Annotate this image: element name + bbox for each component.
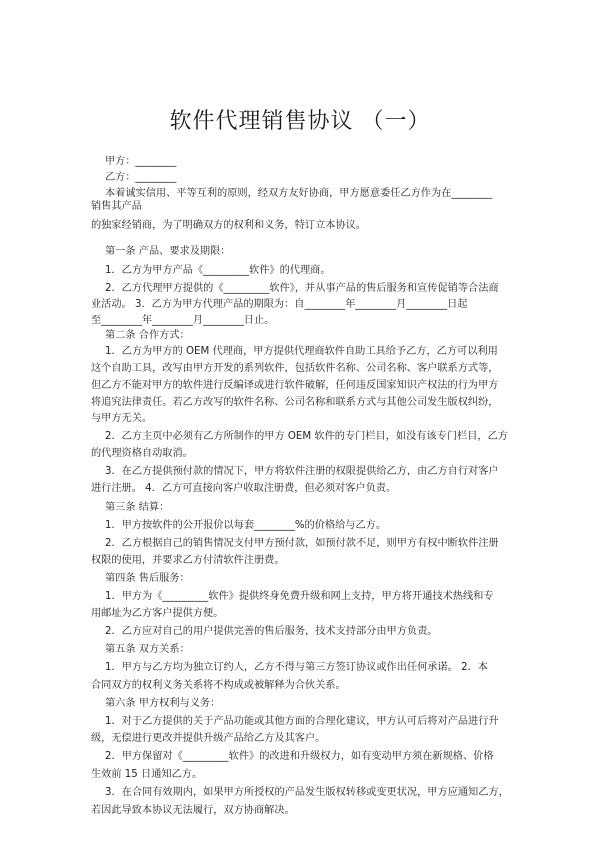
section-heading-5: 第五条 双方关系： xyxy=(105,644,190,655)
section-heading-3: 第三条 结算： xyxy=(105,502,170,513)
paragraph-line: 用邮址为乙方客户提供方便。 xyxy=(91,608,224,619)
paragraph-line: 生效前 15 日通知乙方。 xyxy=(91,769,203,780)
intro-line-3: 的独家经销商，为了明确双方的权利和义务，特订立本协议。 xyxy=(91,220,367,231)
intro-line-1: 本着诚实信用、平等互利的原则，经双方友好协商，甲方愿意委任乙方作为在________ xyxy=(105,188,493,199)
paragraph-line: 2．甲方保留对《_________软件》的改进和升级权力，如有变动甲方须在新规格、价格 xyxy=(105,751,494,762)
section-heading-2: 第二条 合作方式： xyxy=(105,330,190,341)
paragraph-line: 1．甲方按软件的公开报价以每套________%的价格给与乙方。 xyxy=(105,520,387,531)
paragraph-line: 与甲方无关。 xyxy=(91,413,153,424)
party-a-line: 甲方：________ xyxy=(105,156,177,167)
paragraph-line: 这个自助工具，改写由甲方开发的系列软件，包括软件名称、公司名称、客户联系方式等， xyxy=(91,363,499,374)
section-heading-6: 第六条 甲方权利与义务： xyxy=(105,698,221,709)
paragraph-line: 至________年________月________日止。 xyxy=(91,315,275,326)
paragraph-line: 1．甲方为《_________软件》提供终身免费升级和网上支持，甲方将开通技术热线和专 xyxy=(105,591,494,602)
paragraph-line: 权限的使用，并要求乙方付清软件注册费。 xyxy=(91,555,285,566)
paragraph-line: 1．对于乙方提供的关于产品功能或其他方面的合理化建议，甲方认可后将对产品进行升 xyxy=(105,716,499,727)
paragraph-line: 合同双方的权利义务关系将不构成或被解释为合伙关系。 xyxy=(91,680,346,691)
paragraph-line: 1．乙方为甲方的 OEM 代理商，甲方提供代理商软件自助工具给予乙方，乙方可以利用 xyxy=(105,346,498,357)
paragraph-line: 将追究法律责任。若乙方改写的软件名称、公司名称和联系方式与其他公司发生版权纠纷， xyxy=(91,397,499,408)
section-heading-1: 第一条 产品、要求及期限： xyxy=(105,246,231,257)
paragraph-line: 2．乙方代理甲方提供的《_________软件》，并从事产品的售后服务和宣传促销等合法商 xyxy=(105,283,499,294)
paragraph-line: 业活动。 3．乙方为甲方代理产品的期限为：自________年________月________日起 xyxy=(91,299,468,310)
party-b-line: 乙方：________ xyxy=(105,172,177,183)
paragraph-line: 2．乙方根据自己的销售情况支付甲方预付款，如预付款不足，则甲方有权中断软件注册 xyxy=(105,538,499,549)
paragraph-line: 3．在合同有效期内，如果甲方所授权的产品发生版权转移或变更状况，甲方应通知乙方， xyxy=(105,787,509,798)
paragraph-line: 的代理资格自动取消。 xyxy=(91,448,193,459)
paragraph-line: 级，无偿进行更改并提供升级产品给乙方及其客户。 xyxy=(91,733,326,744)
intro-line-2: 销售其产品 xyxy=(91,201,142,212)
paragraph-line: 若因此导致本协议无法履行，双方协商解决。 xyxy=(91,805,295,816)
section-heading-4: 第四条 售后服务： xyxy=(105,573,190,584)
paragraph-line: 3．在乙方提供预付款的情况下，甲方将软件注册的权限提供给乙方，由乙方自行对客户 xyxy=(105,466,499,477)
paragraph-line: 进行注册。 4．乙方可直接向客户收取注册费，但必须对客户负责。 xyxy=(91,483,397,494)
document-title: 软件代理销售协议 （一） xyxy=(169,109,431,134)
paragraph-line: 2．乙方应对自己的用户提供完善的售后服务，技术支持部分由甲方负责。 xyxy=(105,626,438,637)
paragraph-line: 1．乙方为甲方产品《_________软件》的代理商。 xyxy=(105,265,331,276)
paragraph-line: 2．乙方主页中必须有乙方所制作的甲方 OEM 软件的专门栏目，如没有该专门栏目，乙方 xyxy=(105,431,508,442)
paragraph-line: 但乙方不能对甲方的软件进行反编译或进行软件破解，任何违反国家知识产权法的行为甲方 xyxy=(91,380,499,391)
paragraph-line: 1．甲方与乙方均为独立订约人，乙方不得与第三方签订协议或作出任何承诺。 2．本 xyxy=(105,662,488,673)
